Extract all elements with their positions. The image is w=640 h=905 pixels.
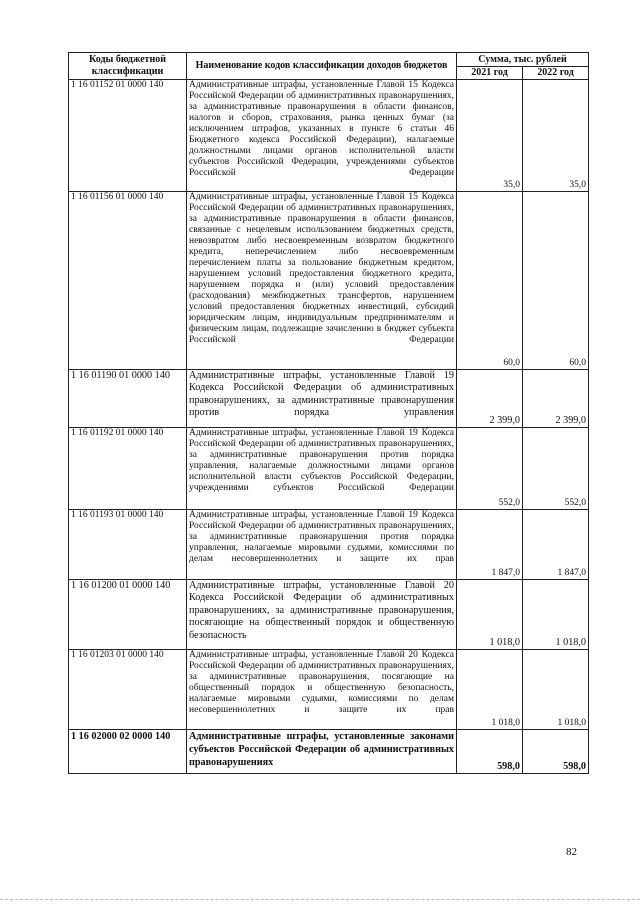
amount-2021: 1 847,0 — [457, 510, 523, 580]
revenue-name: Административные штрафы, установленные Главой 19 Кодекса Российской Федерации об административных правонарушениях, за административные правонарушения против порядка управления, налагаемые мировыми судьями, комиссиями по делам несовершеннолетних и защите их прав — [187, 510, 457, 580]
amount-2022: 1 847,0 — [523, 510, 589, 580]
revenue-name: Административные штрафы, установленные Главой 15 Кодекса Российской Федерации об административных правонарушениях, за административные правонарушения в области финансов, налогов и сборов, страхования, рынка ценных бумаг (за исключением штрафов, указанных в пункте 6 статьи 46 Бюджетного кодекса Российской Федерации), налагаемые должностными лицами органов исполнительной власти субъектов Российской Федерации, учреждениями субъектов Российской Федерации — [187, 80, 457, 192]
budget-code: 1 16 01200 01 0000 140 — [69, 580, 187, 650]
header-year-2022: 2022 год — [523, 67, 589, 80]
scan-artifact-line — [0, 899, 640, 901]
page-number: 82 — [566, 846, 577, 858]
table-row — [69, 80, 589, 192]
revenue-name: Административные штрафы, установленные Главой 20 Кодекса Российской Федерации об административных правонарушениях, за административные правонарушения, посягающие на общественный порядок и общественную безопасность, налагаемые мировыми судьями, комиссиями по делам несовершеннолетних и защите их прав — [187, 650, 457, 730]
header-revenue-name: Наименование кодов классификации доходов бюджетов — [187, 53, 457, 80]
amount-2021: 552,0 — [457, 428, 523, 510]
revenue-name: Административные штрафы, установленные Главой 15 Кодекса Российской Федерации об административных правонарушениях, за административные правонарушения в области финансов, связанные с нецелевым использованием бюджетных средств, невозвратом либо несвоевременным возвратом бюджетного кредита, неперечислением либо несвоевременным перечислением платы за пользование бюджетным кредитом, нарушением условий предоставления бюджетного кредита, нарушением порядка и (или) условий предоставления (расходования) межбюджетных трансфертов, нарушением условий предоставления бюджетных инвестиций, субсидий юридическим лицам, индивидуальным предпринимателям и физическим лицам, подлежащие зачислению в бюджет субъекта Российской Федерации — [187, 192, 457, 370]
amount-2022: 2 399,0 — [523, 370, 589, 428]
amount-2022: 552,0 — [523, 428, 589, 510]
amount-2022: 60,0 — [523, 192, 589, 370]
amount-2021: 598,0 — [457, 730, 523, 774]
table-row — [69, 510, 589, 580]
revenue-name: Административные штрафы, установленные законами субъектов Российской Федерации об административных правонарушениях — [187, 730, 457, 774]
amount-2021: 35,0 — [457, 80, 523, 192]
amount-2021: 60,0 — [457, 192, 523, 370]
table-row — [69, 370, 589, 428]
revenue-name: Административные штрафы, установленные Главой 19 Кодекса Российской Федерации об административных правонарушениях, за административные правонарушения против порядка управления, налагаемые должностными лицами органов исполнительной власти субъектов Российской Федерации, учреждениями субъектов Российской Федерации — [187, 428, 457, 510]
budget-code: 1 16 01190 01 0000 140 — [69, 370, 187, 428]
budget-code: 1 16 01156 01 0000 140 — [69, 192, 187, 370]
budget-code: 1 16 02000 02 0000 140 — [69, 730, 187, 774]
header-year-2021: 2021 год — [457, 67, 523, 80]
budget-code: 1 16 01192 01 0000 140 — [69, 428, 187, 510]
amount-2021: 1 018,0 — [457, 650, 523, 730]
header-budget-codes: Коды бюджетной классификации — [69, 53, 187, 80]
budget-code: 1 16 01203 01 0000 140 — [69, 650, 187, 730]
revenue-name: Административные штрафы, установленные Главой 20 Кодекса Российской Федерации об административных правонарушениях, за административные правонарушения, посягающие на общественный порядок и общественную безопасность — [187, 580, 457, 650]
amount-2022: 1 018,0 — [523, 650, 589, 730]
table-row — [69, 192, 589, 370]
budget-code: 1 16 01152 01 0000 140 — [69, 80, 187, 192]
amount-2021: 2 399,0 — [457, 370, 523, 428]
table-row — [69, 428, 589, 510]
table-row — [69, 580, 589, 650]
amount-2021: 1 018,0 — [457, 580, 523, 650]
table-row — [69, 730, 589, 774]
amount-2022: 598,0 — [523, 730, 589, 774]
amount-2022: 1 018,0 — [523, 580, 589, 650]
amount-2022: 35,0 — [523, 80, 589, 192]
header-amount: Сумма, тыс. рублей — [457, 53, 589, 67]
revenue-name: Административные штрафы, установленные Главой 19 Кодекса Российской Федерации об административных правонарушениях, за административные правонарушения против порядка управления — [187, 370, 457, 428]
budget-code: 1 16 01193 01 0000 140 — [69, 510, 187, 580]
revenue-classification-table — [68, 52, 589, 774]
table-row — [69, 650, 589, 730]
